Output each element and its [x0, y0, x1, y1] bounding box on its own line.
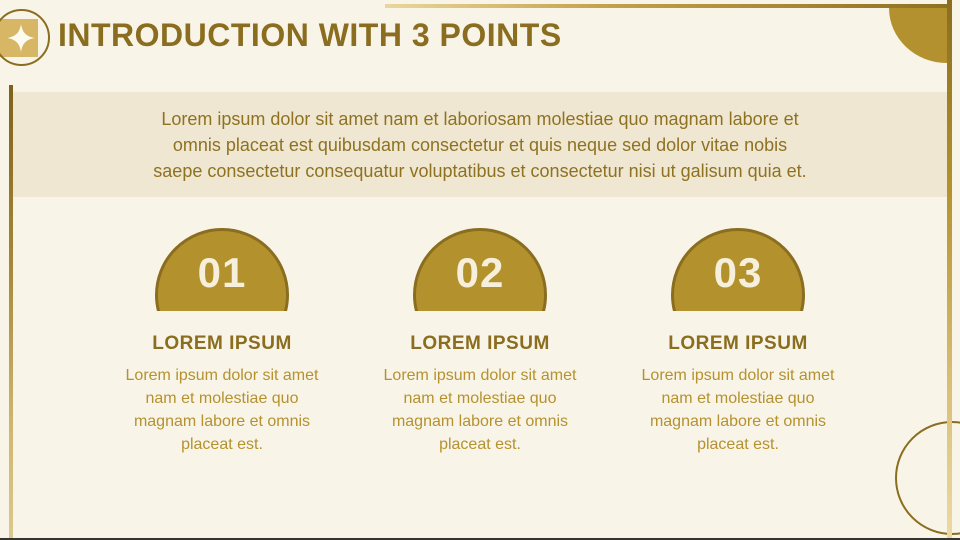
point-number: 02	[455, 248, 505, 296]
point-number-circle	[413, 228, 547, 311]
points-row	[13, 228, 947, 456]
point-heading: LOREM IPSUM	[410, 333, 550, 354]
sparkle-icon	[7, 24, 35, 52]
point-number: 01	[197, 248, 247, 296]
right-border-strip	[947, 0, 952, 540]
point-column-2	[365, 228, 595, 456]
intro-line: omnis placeat est quibusdam consectetur et quis neque sed dolor vitae nobis	[172, 134, 788, 155]
intro-line: saepe consectetur consequatur voluptatibus et consectetur nisi ut galisum quia et.	[153, 160, 807, 181]
point-body: Lorem ipsum dolor sit amet nam et molestiae quo magnam labore et omnis placeat est.	[125, 367, 319, 453]
intro-panel	[13, 92, 947, 197]
page-title: INTRODUCTION WITH 3 POINTS	[58, 17, 562, 53]
point-heading: LOREM IPSUM	[152, 333, 292, 354]
point-body: Lorem ipsum dolor sit amet nam et molestiae quo magnam labore et omnis placeat est.	[641, 367, 835, 453]
point-column-1	[107, 228, 337, 456]
point-number-circle	[671, 228, 805, 311]
point-number: 03	[713, 248, 763, 296]
corner-quarter-circle	[889, 8, 947, 63]
point-heading: LOREM IPSUM	[668, 333, 808, 354]
left-border-strip	[9, 85, 13, 540]
point-body: Lorem ipsum dolor sit amet nam et molestiae quo magnam labore et omnis placeat est.	[383, 367, 577, 453]
intro-line: Lorem ipsum dolor sit amet nam et laboriosam molestiae quo magnam labore et	[161, 108, 799, 129]
top-border-line	[385, 4, 948, 8]
point-number-circle	[155, 228, 289, 311]
point-column-3	[623, 228, 853, 456]
